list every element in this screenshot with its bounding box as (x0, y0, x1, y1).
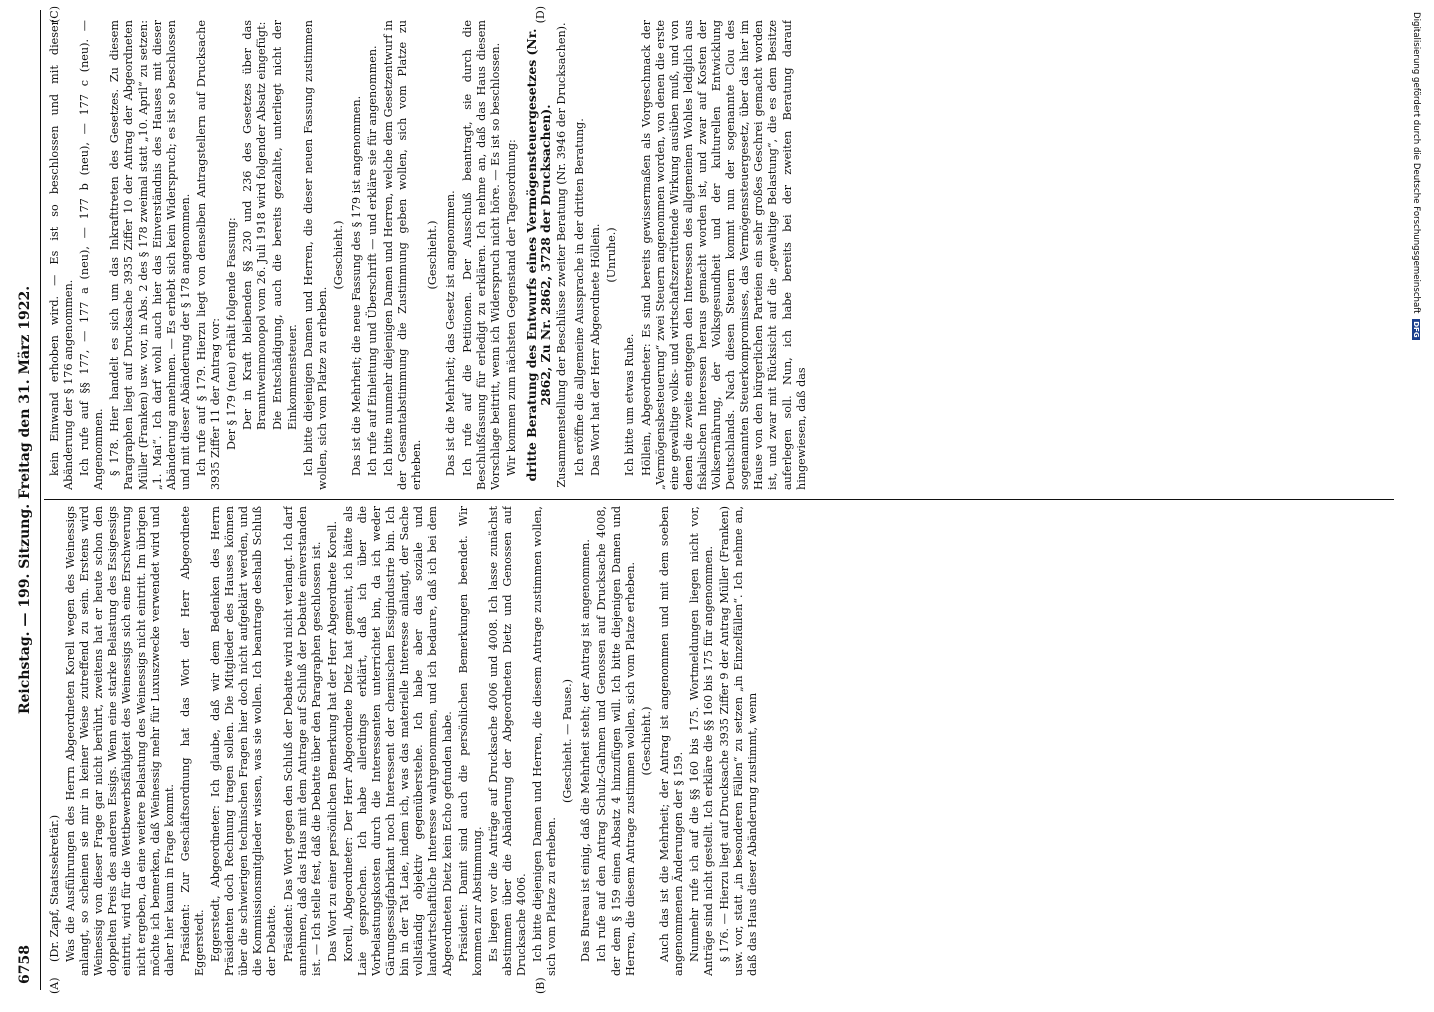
left-paragraph: Ich rufe auf den Antrag Schulz-Gahmen und Genossen auf Drucksache 4008, der dem § 159 einen Absatz 4 hinzufügen will. Ich bitte diejenigen Damen und Herren, die diesem Antrage zustimmen wollen, sich vom Platze erheben. (595, 506, 637, 976)
page-number: 6758 (17, 945, 33, 984)
right-paragraph: Wir kommen zum nächsten Gegenstand der Tagesordnung: (504, 139, 518, 476)
right-paragraph: Ich eröffne die allgemeine Aussprache in der dritten Beratung. (573, 118, 587, 476)
right-paragraph: Ich rufe auf Einleitung und Überschrift — und erkläre sie für angenommen. (365, 45, 379, 476)
left-paragraph: Präsident: Damit sind auch die persönlichen Bemerkungen beendet. Wir kommen zur Abstimmung. (456, 506, 484, 976)
right-paragraph: Ich bitte diejenigen Damen und Herren, die dieser neuen Fassung zustimmen wollen, sich vom Platze zu erheben. (301, 20, 329, 490)
left-paragraph: Was die Ausführungen des Herrn Abgeordneten Korell wegen des Weinessigs anlangt, so scheinen sie mir in keiner Weise zutreffend zu sein. Erstens wird Weinessig von dieser Frage gar nicht berührt, zweitens hat er heute schon den doppelten Preis des anderen Essigs. Wenn eine starke Belastung des Essigessigs eintritt, wird für die Wettbewerbsfähigkeit des Weinessigs sich eine Erschwerung nicht ergeben, da eine weitere Belastung des Weinessigs nicht eintritt. Im übrigen möchte ich bemerken, daß Weinessig mehr für Luxuszwecke verwendet wird und daher hier kaum in Frage kommt. (64, 506, 176, 976)
right-paragraph: Die Entschädigung, auch die bereits gezahlte, unterliegt nicht der Einkommensteuer. (271, 20, 299, 430)
right-paragraph: Höllein, Abgeordneter: Es sind bereits gewissermaßen als Vorgeschmack der „Vermögensbesteuerung“ zwei Steuern angenommen worden, von denen die erste eine gewaltige volks- und wirtschaftszerrüttende Wirkung ausüben muß, und von denen die zweite entgegen den Interessen des allgemeinen Wohles lediglich aus fiskalischen Interessen heraus gemacht worden ist, und zwar auf Kosten der Volksernährung, der Volksgesundheit und der kulturellen Entwicklung Deutschlands. Nach diesen Steuern kommt nun der sogenannte Clou des sogenannten Steuerkompromisses, das Vermögenssteuergesetz, über das hier im Hause von den bürgerlichen Parteien ein sehr großes Geschrei gemacht worden ist, und zwar mit Rücksicht auf die „gewaltige Belastung“, die es dem Besitze auferlegen soll. Nun, ich habe bereits bei der zweiten Beratung darauf hingewiesen, daß das (639, 20, 808, 490)
right-paragraph: Das Wort hat der Herr Abgeordnete Höllein. (589, 223, 603, 476)
right-paragraph: (Geschieht.) (426, 220, 440, 290)
left-paragraph: Präsident: Das Wort gegen den Schluß der Debatte wird nicht verlangt. Ich darf annehmen, daß das Haus mit dem Antrage auf Schluß der Debatte einverstanden ist. — Ich stelle fest, daß die Debatte über den Paragraphen geschlossen ist. (281, 506, 323, 976)
left-paragraph: Nunmehr rufe ich auf die §§ 160 bis 175. Wortmeldungen liegen nicht vor, Anträge sind nicht gestellt. Ich erkläre die §§ 160 bis 175 für angenommen. (688, 506, 716, 976)
left-paragraph: (Dr. Zapf, Staatssekretär.) (48, 814, 61, 962)
running-head: Reichstag. — 199. Sitzung. Freitag den 31. März 1922. (17, 285, 33, 715)
left-paragraph: Auch das ist die Mehrheit; der Antrag ist angenommen und mit dem soeben angenommenen Änderungen der § 159. (657, 506, 685, 976)
column-divider (44, 499, 1394, 500)
right-paragraph: Das ist die Mehrheit; die neue Fassung des § 179 ist angenommen. (349, 95, 363, 476)
right-paragraph: Ich bitte nunmehr diejenigen Damen und Herren, welche dem Gesetzentwurf in der Gesamtabstimmung die Zustimmung geben wollen, sich vom Platze zu erheben. (382, 20, 424, 490)
margin-letter-c: (C) (48, 6, 61, 23)
right-paragraph: Zusammenstellung der Beschlüsse zweiter Beratung (Nr. 3946 der Drucksachen). (555, 22, 569, 488)
right-paragraph: dritte Beratung des Entwurfs eines Vermögensteuergesetzes (Nr. 2862, Zu Nr. 2862, 3728 der Drucksachen). (523, 28, 553, 482)
margin-letter-b: (B) (534, 977, 547, 994)
left-paragraph: (Geschieht.) (639, 706, 653, 776)
digitization-credit (1407, 12, 1421, 1012)
left-paragraph: Korell, Abgeordneter: Der Herr Abgeordnete Dietz hat gemeint, ich hätte als Laie gesprochen. Ich habe allerdings erklärt, daß ich über die Vorbelastungskosten durch die Interessenten unterrichtet bin, da ich weder Gärungsessigfabrikant noch Interessent der chemischen Essigindustrie bin. Ich bin in der Tat Laie, indem ich, was das materielle Interesse anlangt, der Sache vollständig objektiv gegenüberstehe. Ich habe aber das soziale und landwirtschaftliche Interesse wahrgenommen, und ich bedaure, daß ich bei dem Abgeordneten Dietz kein Echo gefunden habe. (341, 506, 454, 976)
margin-letter-a: (A) (48, 977, 61, 994)
dfg-logo: DFG (1412, 321, 1420, 338)
right-paragraph: Das ist die Mehrheit; das Gesetz ist angenommen. (444, 190, 458, 476)
right-paragraph: (Unruhe.) (605, 227, 619, 283)
left-paragraph: Das Wort zu einer persönlichen Bemerkung hat der Herr Abgeordnete Korell. (325, 520, 339, 962)
margin-letter-d: (D) (534, 6, 547, 24)
left-paragraph: Eggerstedt, Abgeordneter: Ich glaube, daß wir dem Bedenken des Herrn Präsidenten doch Rechnung tragen sollen. Die Mitglieder des Hauses können über die schwierigen technischen Fragen hier doch nicht aufgeklärt werden, und die Kommissionsmitglieder wissen, was sie wollen. Ich beantrage deshalb Schluß der Debatte. (209, 506, 279, 976)
right-paragraph: Der § 179 (neu) erhält folgende Fassung: (225, 217, 239, 450)
right-paragraph: kein Einwand erhoben wird. — Es ist so beschlossen und mit dieser Abänderung der § 176 angenommen. (48, 20, 76, 490)
right-paragraph: Ich rufe auf die Petitionen. Der Ausschuß beantragt, sie durch die Beschlußfassung für erledigt zu erklären. Ich nehme an, daß das Haus diesem Vorschlage beitritt, wenn ich Widerspruch nicht höre. — Es ist so beschlossen. (460, 20, 502, 490)
right-paragraph: (Geschieht.) (331, 220, 345, 290)
left-paragraph: Es liegen vor die Anträge auf Drucksache 4006 und 4008. Ich lasse zunächst abstimmen über die Abänderung der Abgeordneten Dietz und Genossen auf Drucksache 4006. (486, 506, 528, 976)
left-paragraph: § 176. — Hierzu liegt auf Drucksache 3935 Ziffer 9 der Antrag Müller (Franken) usw. vor, statt „in besonderen Fällen“ zu setzen „in Einzelfällen“. Ich nehme an, daß das Haus dieser Abänderung zustimmt, wenn (718, 506, 760, 976)
right-paragraph: Ich rufe auf §§ 177, — 177 a (neu), — 177 b (neu), — 177 c (neu). — Angenommen. (78, 20, 106, 490)
right-paragraph: Der in Kraft bleibenden §§ 230 und 236 des Gesetzes über das Branntweinmonopol vom 26. Juli 1918 wird folgender Absatz eingefügt: (241, 20, 269, 430)
right-column (48, 20, 1394, 490)
left-paragraph: (Geschieht. — Pause.) (561, 678, 575, 804)
right-paragraph: § 178. Hier handelt es sich um das Inkrafttreten des Gesetzes. Zu diesem Paragraphen liegt auf Drucksache 3935 Ziffer 10 der Antrag der Abgeordneten Müller (Franken) usw. vor, in Abs. 2 des § 178 zweimal statt „10. April“ zu setzen: „1. Mai“. Ich darf wohl auch hier das Einverständnis des Hauses mit dieser Abänderung annehmen. — Es erhebt sich kein Widerspruch; es ist so beschlossen und mit dieser Abänderung der § 178 angenommen. (108, 20, 192, 490)
left-column (48, 506, 1394, 976)
credit-text: Digitalisierung gefördert durch die Deutsche Forschungsgemeinschaft (1411, 12, 1421, 314)
page-frame (14, 6, 1394, 994)
right-paragraph: Ich bitte um etwas Ruhe. (623, 333, 637, 476)
left-paragraph: Das Bureau ist einig, daß die Mehrheit steht; der Antrag ist angenommen. (579, 539, 593, 962)
right-paragraph: Ich rufe auf § 179. Hierzu liegt von denselben Antragstellern auf Drucksache 3935 Ziffer 11 der Antrag vor: (194, 20, 223, 490)
left-paragraph: Ich bitte diejenigen Damen und Herren, die diesem Antrage zustimmen wollen, sich vom Platze zu erheben. (531, 506, 559, 976)
page-header (14, 10, 41, 990)
left-paragraph: Präsident: Zur Geschäftsordnung hat das Wort der Herr Abgeordnete Eggerstedt. (178, 506, 206, 976)
